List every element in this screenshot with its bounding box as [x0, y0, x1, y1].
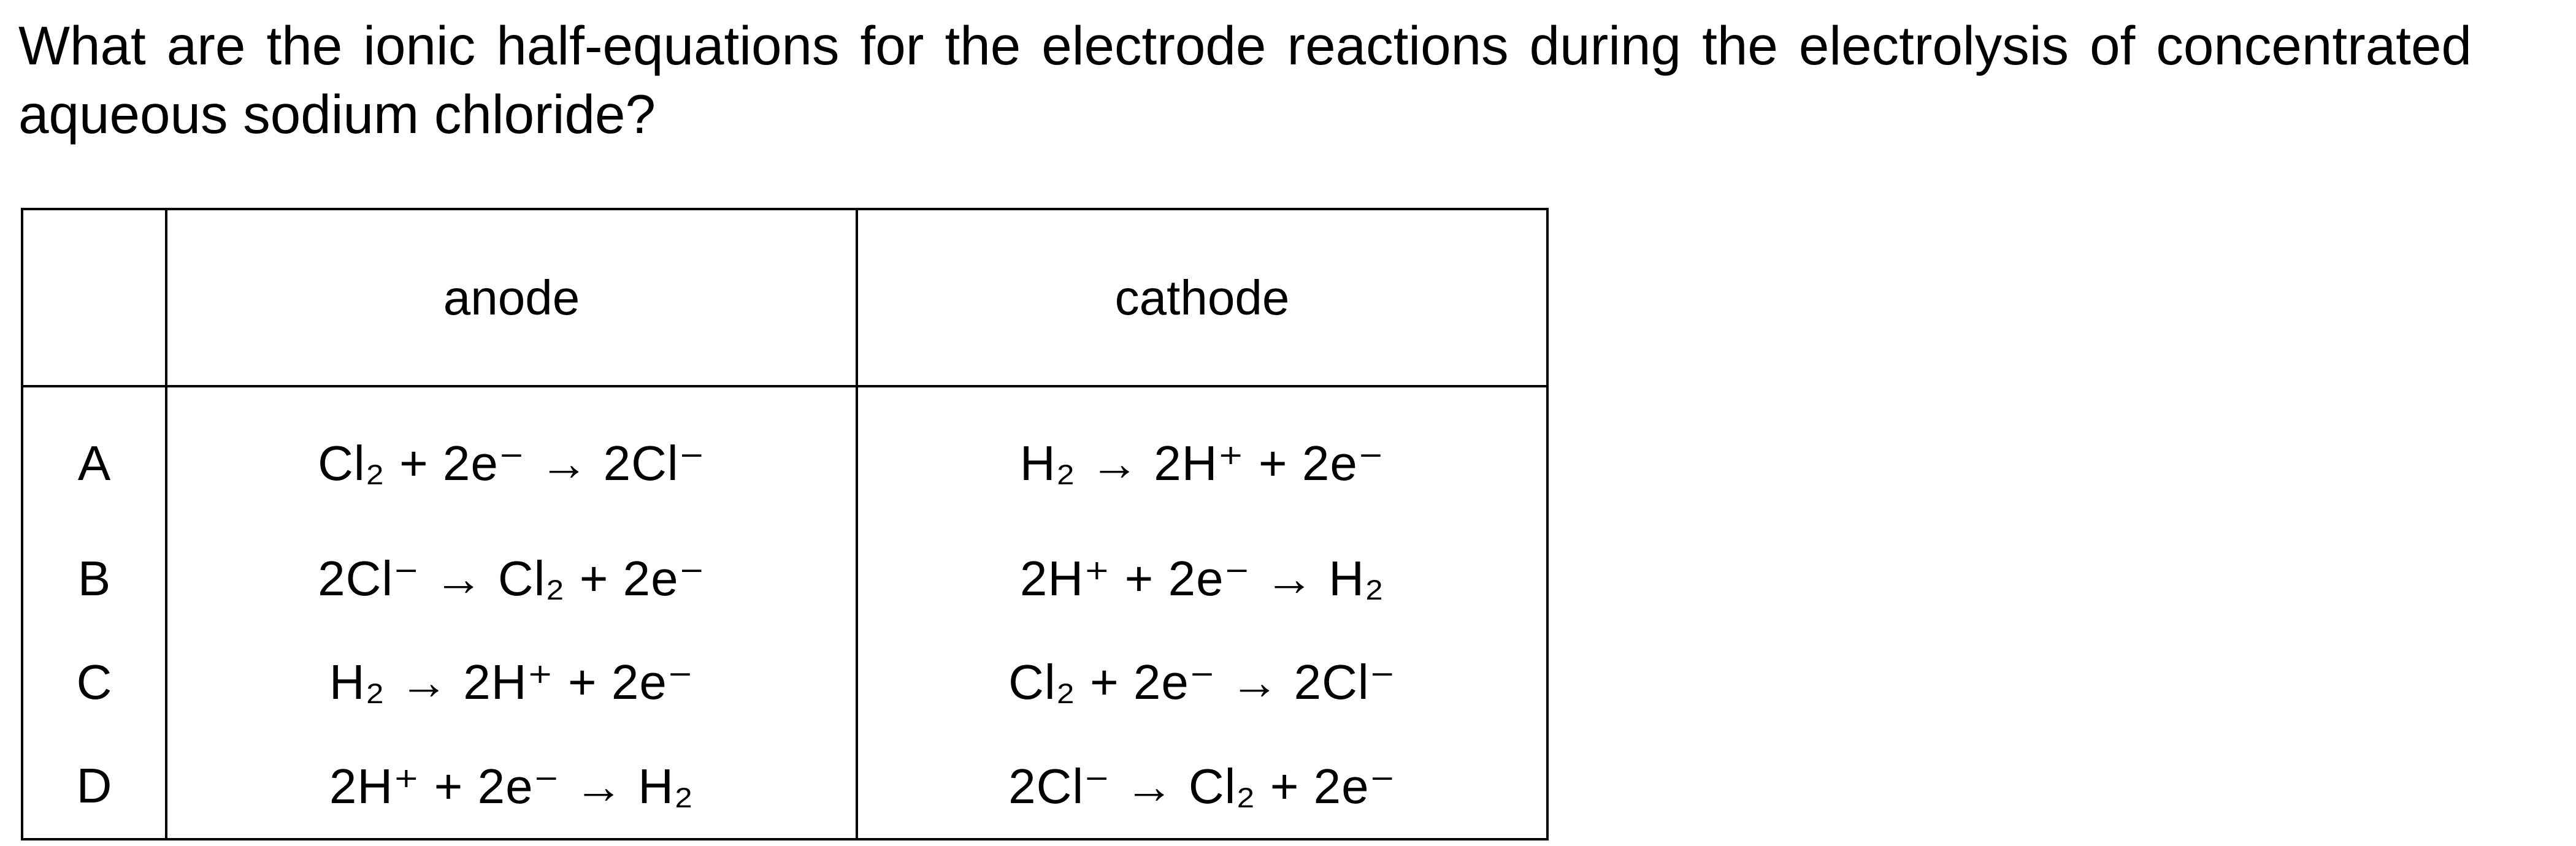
question-text: What are the ionic half-equations for the electrode reactions during the electrolysis of concentrated aqueous sodium chloride?: [18, 15, 2472, 145]
answer-options-table: [21, 208, 1549, 840]
anode-equation: 2Cl⁻ → Cl₂ + 2e⁻: [166, 527, 857, 630]
table-row-option-a[interactable]: [22, 386, 1547, 527]
cathode-column-header: cathode: [857, 209, 1547, 386]
anode-column-header: anode: [166, 209, 857, 386]
option-letter[interactable]: A: [22, 386, 166, 527]
option-column-header: [22, 209, 166, 386]
table-row-option-d[interactable]: [22, 734, 1547, 839]
anode-equation: H₂ → 2H⁺ + 2e⁻: [166, 630, 857, 734]
anode-equation: 2H⁺ + 2e⁻ → H₂: [166, 734, 857, 839]
cathode-equation: 2H⁺ + 2e⁻ → H₂: [857, 527, 1547, 630]
table-header-row: [22, 209, 1547, 386]
table-row-option-c[interactable]: [22, 630, 1547, 734]
option-letter[interactable]: C: [22, 630, 166, 734]
option-letter[interactable]: D: [22, 734, 166, 839]
option-letter[interactable]: B: [22, 527, 166, 630]
table-row-option-b[interactable]: [22, 527, 1547, 630]
cathode-equation: H₂ → 2H⁺ + 2e⁻: [857, 386, 1547, 527]
cathode-equation: Cl₂ + 2e⁻ → 2Cl⁻: [857, 630, 1547, 734]
cathode-equation: 2Cl⁻ → Cl₂ + 2e⁻: [857, 734, 1547, 839]
anode-equation: Cl₂ + 2e⁻ → 2Cl⁻: [166, 386, 857, 527]
